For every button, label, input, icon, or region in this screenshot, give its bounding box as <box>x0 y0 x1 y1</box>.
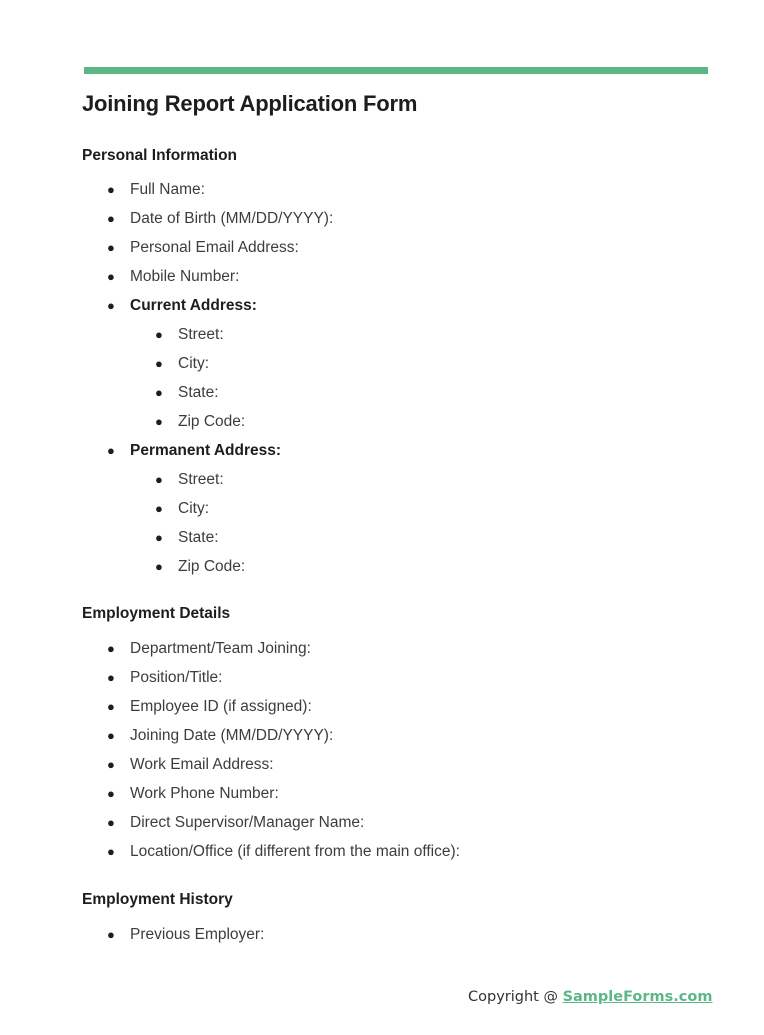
copyright-footer <box>468 989 712 1005</box>
field-current-address <box>107 291 257 320</box>
field-date-of-birth <box>107 204 334 233</box>
field-label: Mobile Number: <box>130 268 240 285</box>
field-label: Employee ID (if assigned): <box>130 698 312 715</box>
bullet-icon: ● <box>155 559 163 574</box>
field-label: Street: <box>178 471 224 488</box>
field-label: Work Phone Number: <box>130 785 279 802</box>
header-accent-bar <box>84 67 708 74</box>
section-heading-employment-details: Employment Details <box>82 605 231 622</box>
field-label: Direct Supervisor/Manager Name: <box>130 814 365 831</box>
field-position-title <box>107 663 223 692</box>
bullet-icon: ● <box>107 269 115 284</box>
field-permanent-state <box>155 523 219 552</box>
bullet-icon: ● <box>107 670 115 685</box>
field-permanent-street <box>155 465 224 494</box>
field-employee-id <box>107 692 312 721</box>
field-personal-email <box>107 233 299 262</box>
field-label: Position/Title: <box>130 669 223 686</box>
field-joining-date <box>107 721 334 750</box>
bullet-icon: ● <box>107 728 115 743</box>
bullet-icon: ● <box>155 472 163 487</box>
group-label: Current Address: <box>130 297 257 314</box>
bullet-icon: ● <box>155 414 163 429</box>
field-label: Zip Code: <box>178 413 246 430</box>
field-label: Previous Employer: <box>130 926 265 943</box>
field-label: Joining Date (MM/DD/YYYY): <box>130 727 334 744</box>
bullet-icon: ● <box>107 240 115 255</box>
field-label: Location/Office (if different from the main office): <box>130 843 460 860</box>
field-label: Zip Code: <box>178 558 246 575</box>
bullet-icon: ● <box>155 356 163 371</box>
bullet-icon: ● <box>155 530 163 545</box>
bullet-icon: ● <box>107 699 115 714</box>
bullet-icon: ● <box>107 927 115 942</box>
field-department-team <box>107 634 311 663</box>
field-current-state <box>155 378 219 407</box>
bullet-icon: ● <box>155 327 163 342</box>
bullet-icon: ● <box>155 385 163 400</box>
field-label: State: <box>178 529 219 546</box>
bullet-icon: ● <box>107 786 115 801</box>
field-label: City: <box>178 500 209 517</box>
bullet-icon: ● <box>107 757 115 772</box>
bullet-icon: ● <box>107 443 115 458</box>
field-permanent-city <box>155 494 209 523</box>
field-label: Date of Birth (MM/DD/YYYY): <box>130 210 334 227</box>
field-current-zip <box>155 407 246 436</box>
field-label: Work Email Address: <box>130 756 274 773</box>
field-label: City: <box>178 355 209 372</box>
field-location-office <box>107 837 460 866</box>
field-label: Personal Email Address: <box>130 239 299 256</box>
field-label: Full Name: <box>130 181 205 198</box>
field-label: Department/Team Joining: <box>130 640 311 657</box>
field-label: State: <box>178 384 219 401</box>
field-permanent-zip <box>155 552 246 581</box>
form-title: Joining Report Application Form <box>82 91 418 116</box>
field-supervisor-name <box>107 808 365 837</box>
bullet-icon: ● <box>107 211 115 226</box>
bullet-icon: ● <box>107 182 115 197</box>
bullet-icon: ● <box>107 815 115 830</box>
field-full-name <box>107 175 205 204</box>
field-mobile-number <box>107 262 240 291</box>
field-work-email <box>107 750 274 779</box>
sampleforms-link[interactable]: SampleForms.com <box>562 989 713 1005</box>
field-current-city <box>155 349 209 378</box>
field-work-phone <box>107 779 279 808</box>
copyright-prefix: Copyright @ <box>468 989 563 1005</box>
section-heading-personal-information: Personal Information <box>82 147 238 164</box>
field-label: Street: <box>178 326 224 343</box>
group-label: Permanent Address: <box>130 442 282 459</box>
bullet-icon: ● <box>107 298 115 313</box>
field-previous-employer <box>107 920 265 949</box>
section-heading-employment-history: Employment History <box>82 891 233 908</box>
bullet-icon: ● <box>155 501 163 516</box>
bullet-icon: ● <box>107 641 115 656</box>
field-permanent-address <box>107 436 282 465</box>
bullet-icon: ● <box>107 844 115 859</box>
field-current-street <box>155 320 224 349</box>
